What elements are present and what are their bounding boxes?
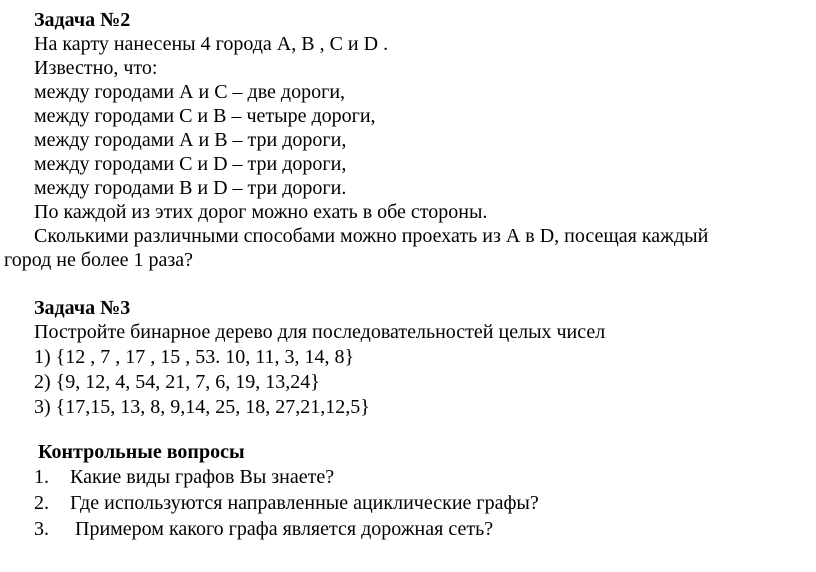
task2-line: между городами С и D – три дороги, bbox=[34, 153, 347, 175]
task3-item: 1) {12 , 7 , 17 , 15 , 53. 10, 11, 3, 14, 8} bbox=[34, 346, 355, 368]
task2-line: Сколькими различными способами можно проехать из А в D, посещая каждый bbox=[34, 225, 709, 247]
task2-line: между городами А и С – две дороги, bbox=[34, 81, 346, 103]
task2-heading: Задача №2 bbox=[34, 9, 131, 31]
task2-line: По каждой из этих дорог можно ехать в обе стороны. bbox=[34, 201, 488, 223]
task2-line: между городами А и В – три дороги, bbox=[34, 129, 347, 151]
task2-line: между городами В и D – три дороги. bbox=[34, 177, 347, 199]
question-text: Какие виды графов Вы знаете? bbox=[70, 466, 335, 488]
question-number: 2. bbox=[34, 492, 49, 514]
task3-item: 3) {17,15, 13, 8, 9,14, 25, 18, 27,21,12,5} bbox=[34, 396, 370, 418]
control-heading: Контрольные вопросы bbox=[38, 441, 245, 463]
question-text: Примером какого графа является дорожная сеть? bbox=[70, 518, 494, 540]
question-text: Где используются направленные ациклические графы? bbox=[70, 492, 539, 514]
task2-line: город не более 1 раза? bbox=[4, 249, 194, 271]
question-item bbox=[34, 465, 334, 489]
task2-line: между городами С и В – четыре дороги, bbox=[34, 105, 376, 127]
question-item bbox=[34, 517, 493, 541]
task3-heading: Задача №3 bbox=[34, 297, 131, 319]
question-number: 3. bbox=[34, 518, 49, 540]
question-item bbox=[34, 491, 539, 515]
task2-line: На карту нанесены 4 города А, В , С и D . bbox=[34, 33, 389, 55]
task3-intro: Постройте бинарное дерево для последовательностей целых чисел bbox=[34, 321, 606, 343]
question-number: 1. bbox=[34, 466, 49, 488]
task3-item: 2) {9, 12, 4, 54, 21, 7, 6, 19, 13,24} bbox=[34, 371, 320, 393]
task2-line: Известно, что: bbox=[34, 57, 158, 79]
